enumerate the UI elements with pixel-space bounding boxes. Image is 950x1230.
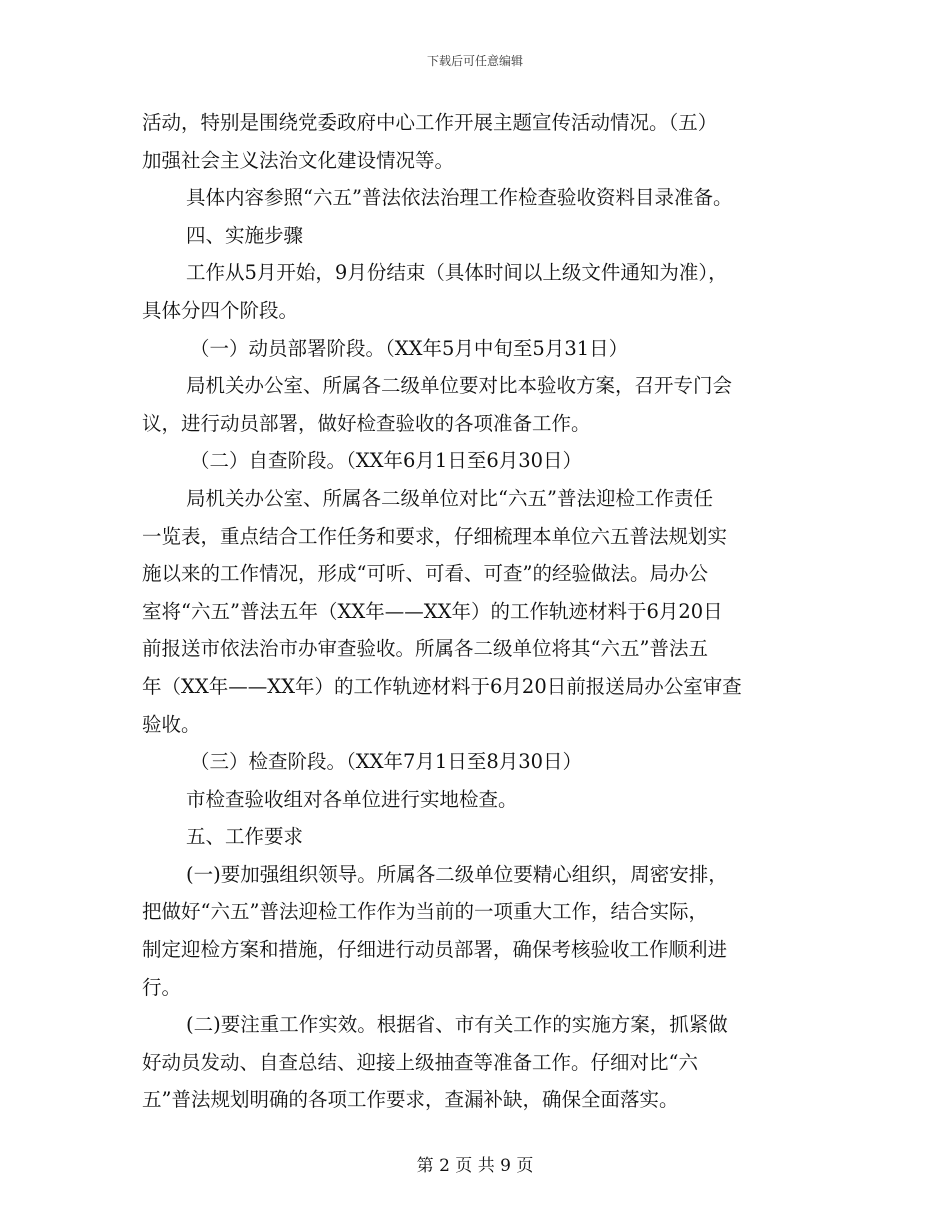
paragraph-line: 室将“六五”普法五年（XX年——XX年）的工作轨迹材料于6月20日 [142,599,723,623]
paragraph-line: 年（XX年——XX年）的工作轨迹材料于6月20日前报送局办公室审查 [142,674,742,698]
paragraph-line: 具体分四个阶段。 [142,298,299,322]
paragraph-line: 工作从5月开始，9月份结束（具体时间以上级文件通知为准）， [186,261,728,285]
paragraph-line: (一)要加强组织领导。所属各二级单位要精心组织，周密安排， [186,862,728,886]
paragraph-line: 局机关办公室、所属各二级单位对比“六五”普法迎检工作责任 [186,486,713,510]
paragraph-line: 加强社会主义法治文化建设情况等。 [142,148,455,172]
paragraph-line: 五”普法规划明确的各项工作要求，查漏补缺，确保全面落实。 [142,1088,679,1112]
paragraph-line: 施以来的工作情况，形成“可听、可看、可查”的经验做法。局办公 [142,562,708,586]
section-heading: 四、实施步骤 [186,223,304,247]
paragraph-line: 议，进行动员部署，做好检查验收的各项准备工作。 [142,411,591,435]
document-body [142,104,822,1119]
paragraph-line: 具体内容参照“六五”普法依法治理工作检查验收资料目录准备。 [186,186,733,210]
paragraph-line: 行。 [142,975,182,999]
subsection-heading: （一）动员部署阶段。（XX年5月中旬至5月31日） [190,336,629,360]
paragraph-line: 市检查验收组对各单位进行实地检查。 [186,787,518,811]
paragraph-line: 前报送市依法治市办审查验收。所属各二级单位将其“六五”普法五 [142,637,708,661]
page-number: 第 2 页 共 9 页 [416,1156,534,1176]
subsection-heading: （三）检查阶段。（XX年7月1日至8月30日） [190,750,583,774]
section-heading: 五、工作要求 [186,825,304,849]
paragraph-line: 活动，特别是围绕党委政府中心工作开展主题宣传活动情况。（五） [142,111,718,134]
subsection-heading: （二）自查阶段。（XX年6月1日至6月30日） [190,449,583,473]
paragraph-line: 制定迎检方案和措施，仔细进行动员部署，确保考核验收工作顺利进 [142,938,728,962]
paragraph-line: 好动员发动、自查总结、迎接上级抽查等准备工作。仔细对比“六 [142,1050,698,1074]
paragraph-line: 一览表，重点结合工作任务和要求，仔细梳理本单位六五普法规划实 [142,524,728,548]
paragraph-line: 局机关办公室、所属各二级单位要对比本验收方案，召开专门会 [186,374,733,398]
paragraph-line: 验收。 [142,712,201,736]
paragraph-line: (二)要注重工作实效。根据省、市有关工作的实施方案，抓紧做 [186,1013,728,1037]
page-header: 下载后可任意编辑 [426,54,523,68]
paragraph-line: 把做好“六五”普法迎检工作作为当前的一项重大工作，结合实际， [142,900,708,924]
